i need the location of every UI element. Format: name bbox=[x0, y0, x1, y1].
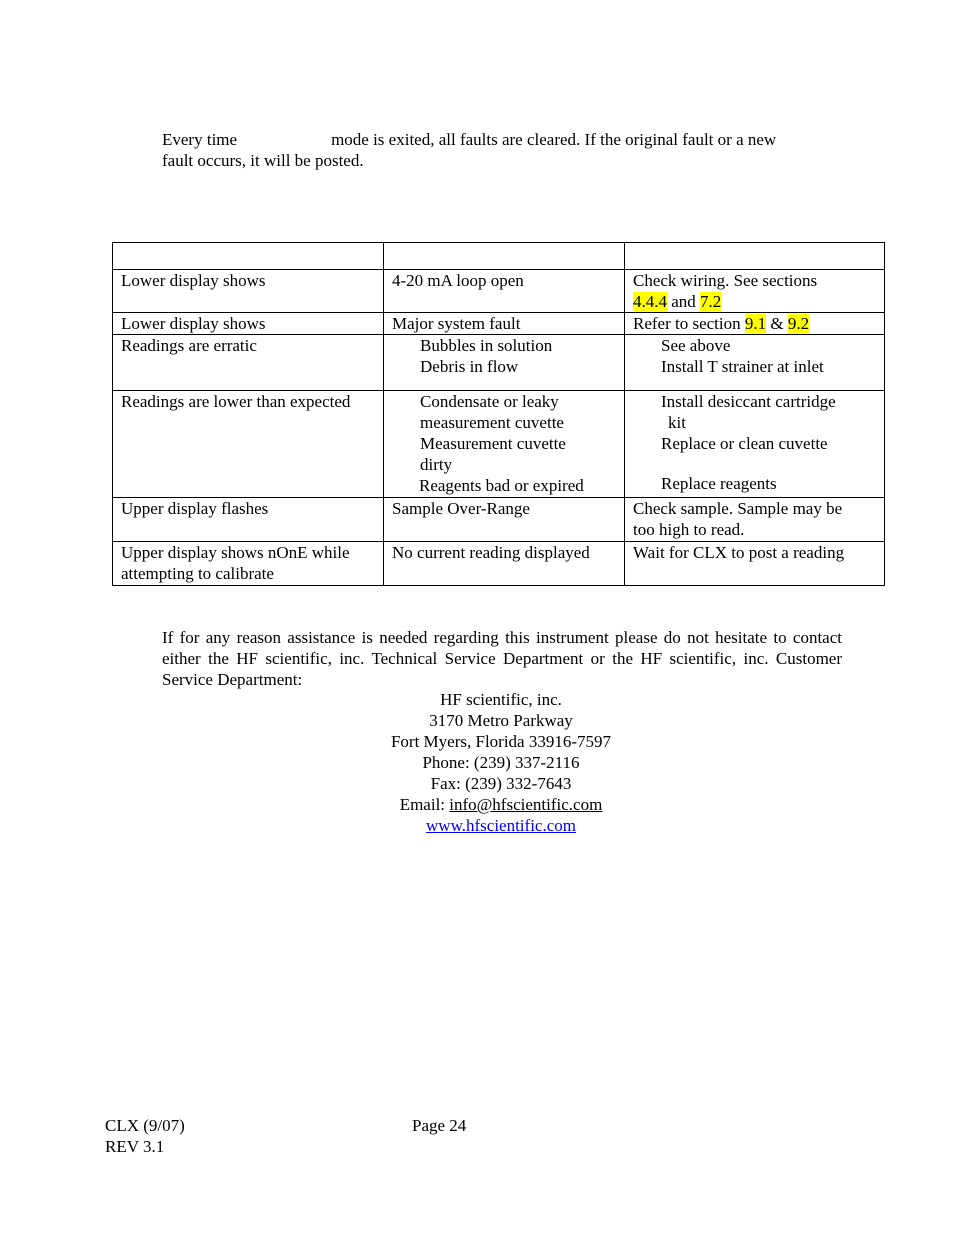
section-ref-highlight: 7.2 bbox=[700, 292, 722, 311]
action-cell: Install desiccant cartridge kit Replace or clean cuvette Replace reagents bbox=[625, 391, 885, 498]
footer-revision bbox=[105, 1115, 185, 1157]
table-row bbox=[113, 313, 885, 335]
intro-paragraph bbox=[162, 129, 852, 171]
symptom-cell: Lower display shows bbox=[113, 313, 384, 335]
website-link[interactable]: www.hfscientific.com bbox=[426, 816, 576, 835]
city-state-zip: Fort Myers, Florida 33916-7597 bbox=[390, 732, 612, 751]
cause-cell: 4-20 mA loop open bbox=[384, 270, 625, 313]
street-address: 3170 Metro Parkway bbox=[429, 711, 573, 730]
cause-cell: Major system fault bbox=[384, 313, 625, 335]
table-row bbox=[113, 391, 885, 498]
cause-cell: Sample Over-Range bbox=[384, 498, 625, 542]
symptom-cell: Lower display shows bbox=[113, 270, 384, 313]
troubleshooting-table bbox=[112, 242, 885, 586]
intro-text-start: Every time bbox=[162, 130, 238, 149]
action-cell: Wait for CLX to post a reading bbox=[625, 542, 885, 586]
action-cell: Check wiring. See sections 4.4.4 and 7.2 bbox=[625, 270, 885, 313]
header-cell-cause bbox=[384, 243, 625, 270]
phone-number: Phone: (239) 337-2116 bbox=[422, 753, 580, 772]
intro-text-rest: mode is exited, all faults are cleared. If the original fault or a new bbox=[331, 130, 777, 149]
email-label: Email: bbox=[399, 795, 446, 814]
intro-text-line2: fault occurs, it will be posted. bbox=[162, 151, 364, 170]
cause-cell: Condensate or leaky measurement cuvette Measurement cuvette dirty Reagents bad or expired bbox=[384, 391, 625, 498]
table-header-row bbox=[113, 243, 885, 270]
symptom-cell: Readings are lower than expected bbox=[113, 391, 384, 498]
fax-number: Fax: (239) 332-7643 bbox=[430, 774, 572, 793]
email-link[interactable]: info@hfscientific.com bbox=[449, 795, 603, 814]
symptom-cell: Readings are erratic bbox=[113, 335, 384, 391]
section-ref-highlight: 4.4.4 bbox=[633, 292, 667, 311]
section-ref-highlight: 9.2 bbox=[787, 314, 810, 333]
symptom-cell: Upper display flashes bbox=[113, 498, 384, 542]
action-cell: See above Install T strainer at inlet bbox=[625, 335, 885, 391]
assistance-paragraph: If for any reason assistance is needed regarding this instrument please do not hesitate to contact either the HF scientific, inc. Technical Service Department or the HF scientific, inc. Customer Service Department: bbox=[162, 628, 842, 689]
table-row bbox=[113, 542, 885, 586]
page-number: Page 24 bbox=[412, 1116, 467, 1135]
action-cell: Check sample. Sample may be too high to read. bbox=[625, 498, 885, 542]
email-line bbox=[300, 794, 702, 815]
symptom-cell: Upper display shows nOnE while attempting to calibrate bbox=[113, 542, 384, 586]
contact-address bbox=[300, 689, 702, 836]
cause-cell: Bubbles in solution Debris in flow bbox=[384, 335, 625, 391]
footer-rev: REV 3.1 bbox=[105, 1137, 165, 1156]
cause-cell: No current reading displayed bbox=[384, 542, 625, 586]
company-name: HF scientific, inc. bbox=[440, 690, 562, 709]
table-row bbox=[113, 498, 885, 542]
header-cell-symptom bbox=[113, 243, 384, 270]
action-cell: Refer to section 9.1 & 9.2 bbox=[625, 313, 885, 335]
section-ref-highlight: 9.1 bbox=[744, 314, 767, 333]
footer-model: CLX (9/07) bbox=[105, 1116, 185, 1135]
table-row bbox=[113, 270, 885, 313]
header-cell-action bbox=[625, 243, 885, 270]
table-row bbox=[113, 335, 885, 391]
